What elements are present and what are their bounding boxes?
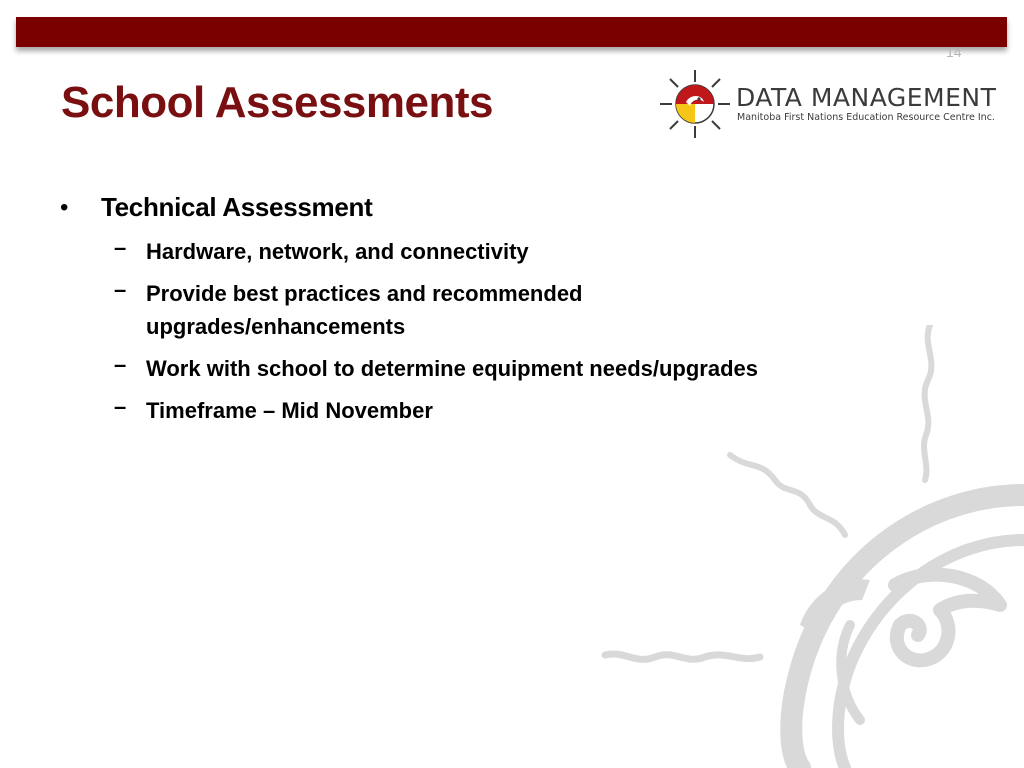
- sub-list-item: [60, 277, 920, 343]
- bullet-heading: Technical Assessment: [101, 192, 373, 222]
- slide-title: School Assessments: [61, 78, 493, 127]
- slide-number: 14: [946, 44, 962, 60]
- dash-glyph: –: [114, 235, 127, 260]
- sub-item-text: Hardware, network, and connectivity: [146, 239, 529, 264]
- sub-list: [60, 235, 920, 427]
- dash-glyph: –: [114, 394, 127, 419]
- sub-item-text: Provide best practices and recommended upgrades/enhancements: [146, 281, 583, 339]
- sub-item-text: Timeframe – Mid November: [146, 398, 433, 423]
- slide-body: [60, 192, 920, 436]
- sub-list-item: [60, 352, 920, 385]
- logo-subtitle: Manitoba First Nations Education Resource Centre Inc.: [737, 112, 995, 123]
- sub-list-item: [60, 235, 920, 268]
- dash-glyph: –: [114, 352, 127, 377]
- bullet-glyph: •: [60, 194, 69, 221]
- sun-emblem-icon: [656, 68, 734, 140]
- header-bar: [16, 17, 1007, 47]
- sub-item-text: Work with school to determine equipment needs/upgrades: [146, 356, 759, 381]
- dash-glyph: –: [114, 277, 127, 302]
- data-management-logo: [656, 68, 1006, 140]
- logo-title: DATA MANAGEMENT: [736, 83, 997, 112]
- bullet-item: [60, 192, 920, 223]
- sub-list-item: [60, 394, 920, 427]
